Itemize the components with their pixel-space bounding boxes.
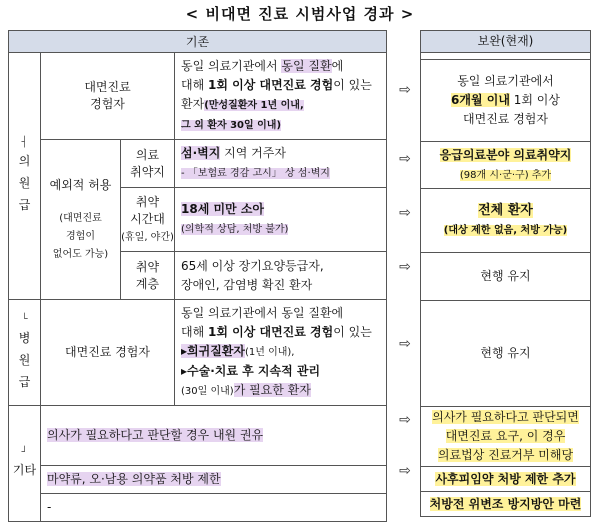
improved-other-2: 사후피임약 처방 제한 추가 bbox=[421, 467, 591, 492]
improved-header: 보완(현재) bbox=[421, 31, 591, 53]
arrow-icon: ⇨ bbox=[399, 463, 411, 479]
improved-hospital: 현행 유지 bbox=[421, 301, 591, 407]
vulnerable-group-text: 65세 이상 장기요양등급자, 장애인, 감염병 확진 환자 bbox=[175, 252, 387, 300]
improved-face-to-face: 동일 의료기관에서 6개월 이내 1회 이상 대면진료 경험자 bbox=[421, 60, 591, 142]
improved-vulnerable-area: 응급의료분야 의료취약지 (98개 시·군·구) 추가 bbox=[421, 142, 591, 189]
improved-other-3: 처방전 위변조 방지방안 마련 bbox=[421, 492, 591, 517]
improved-vulnerable-time: 전체 환자 (대상 제한 없음, 처방 가능) bbox=[421, 189, 591, 253]
page-title: < 비대면 진료 시범사업 경과 > bbox=[185, 5, 415, 23]
vulnerable-area-text: 섬·벽지 지역 거주자 - 「보험료 경감 고시」 상 섬·벽지 bbox=[175, 140, 387, 188]
face-to-face-text: 동일 의료기관에서 동일 질환에 대해 1회 이상 대면진료 경험이 있는 환자(만성질환자 1년 이내, 그 외 환자 30일 이내) bbox=[175, 53, 387, 140]
arrow-icon: ⇨ bbox=[399, 336, 411, 352]
existing-table bbox=[8, 30, 387, 522]
face-to-face-label: 대면진료 경험자 bbox=[41, 53, 175, 140]
vulnerable-time-text: 18세 미만 소아 (의학적 상담, 처방 불가) bbox=[175, 188, 387, 252]
vulnerable-time-label: 취약 시간대 (휴일, 야간) bbox=[121, 188, 175, 252]
exception-label: 예외적 허용 (대면진료 경험이 없어도 가능) bbox=[41, 140, 121, 300]
other-row-3: - bbox=[41, 494, 387, 522]
vulnerable-area-label: 의료 취약지 bbox=[121, 140, 175, 188]
other-row-1: 의사가 필요하다고 판단할 경우 내원 권유 bbox=[41, 406, 387, 466]
hospital-label: 대면진료 경험자 bbox=[41, 300, 175, 406]
arrow-icon: ⇨ bbox=[399, 82, 411, 98]
other-row-2: 마약류, 오·남용 의약품 처방 제한 bbox=[41, 466, 387, 494]
arrow-icon: ⇨ bbox=[399, 259, 411, 275]
improved-other-1: 의사가 필요하다고 판단되면 대면진료 요구, 이 경우 의료법상 진료거부 미해당 bbox=[421, 407, 591, 467]
section-other: ┘ 기타 bbox=[9, 406, 41, 522]
improved-vulnerable-group: 현행 유지 bbox=[421, 253, 591, 301]
arrow-icon: ⇨ bbox=[399, 205, 411, 221]
hospital-text: 동일 의료기관에서 동일 질환에 대해 1회 이상 대면진료 경험이 있는 ▸희귀질환자(1년 이내), ▸수술·치료 후 지속적 관리 (30일 이내)가 필요한 환자 bbox=[175, 300, 387, 406]
existing-header: 기존 bbox=[9, 31, 387, 53]
vulnerable-group-label: 취약 계층 bbox=[121, 252, 175, 300]
improved-table bbox=[420, 30, 591, 517]
arrow-icon: ⇨ bbox=[399, 412, 411, 428]
section-hospital: └ 병원급 bbox=[9, 300, 41, 406]
arrow-icon: ⇨ bbox=[399, 151, 411, 167]
section-clinic: ┤ 의원급 bbox=[9, 53, 41, 300]
